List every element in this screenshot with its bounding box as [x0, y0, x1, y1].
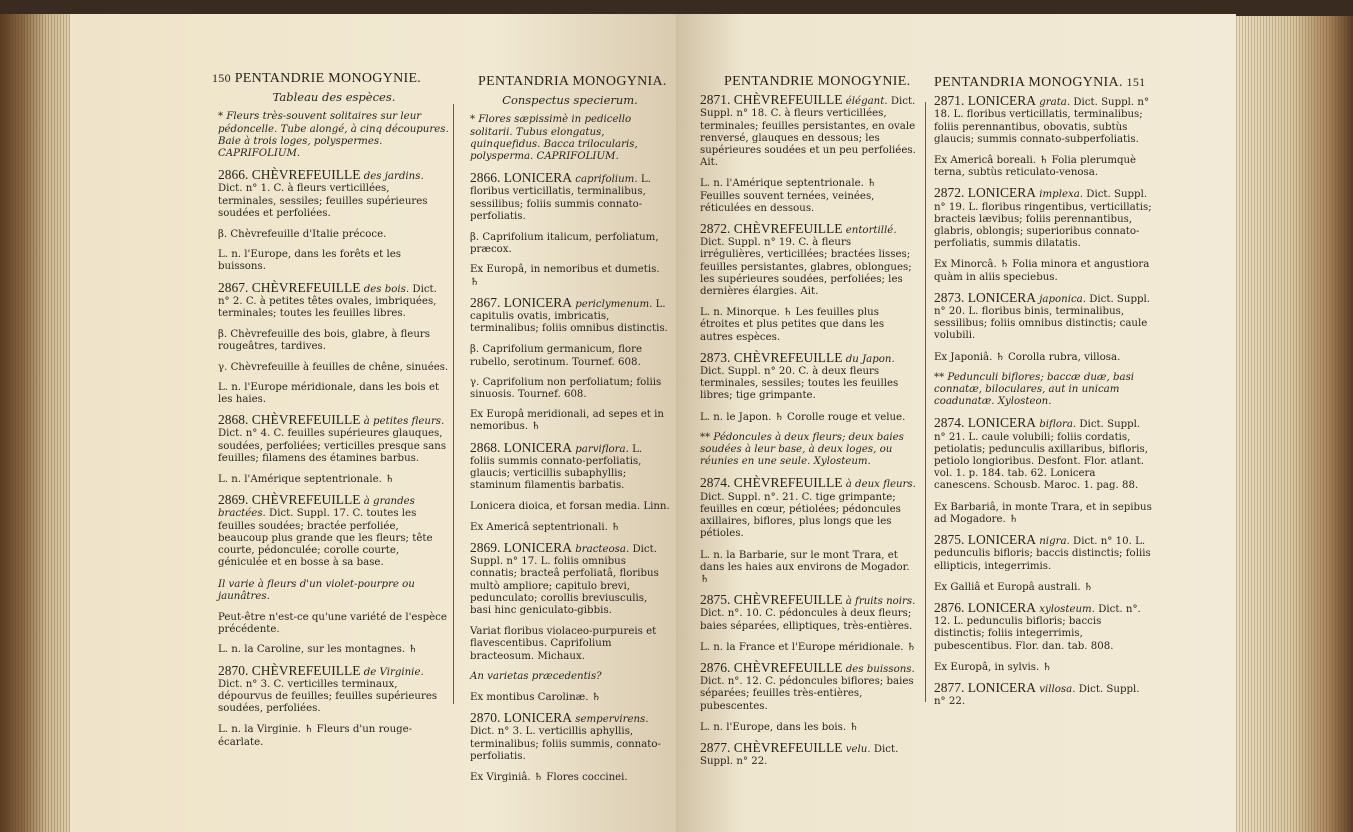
entries [700, 94, 918, 768]
species-description: Dict. Suppl. n° 20. L. floribus binis, terminalibus, sessilibus; foliis omnibus distinctis; caule volubili. [934, 293, 1151, 342]
species-description: Dict. n°. 12. C. pédoncules biflores; baies séparées; feuilles très-entières, pubescentes. [700, 676, 914, 712]
text-line: L. n. Minorque. ♄ Les feuilles plus étroites et plus petites que dans les autres espèces. [700, 307, 885, 343]
species-epithet: du Japon. [845, 353, 895, 365]
species-name: 2869. CHÈVREFEUILLE [218, 492, 361, 508]
species-description: L. floribus verticillatis, terminalibus, sessilibus; foliis summis connato-perfoliatis. [470, 174, 651, 222]
text-line: L. n. l'Europe, dans les bois. ♄ [700, 721, 859, 733]
text-line: L. n. l'Europe méridionale, dans les bois et les haies. [218, 381, 440, 406]
text-line: Ex montibus Carolinæ. ♄ [470, 691, 601, 703]
species-epithet: entortillé. [845, 225, 897, 237]
text-line: L. n. l'Amérique septentrionale. ♄ [218, 474, 395, 486]
species-name: 2869. LONICERA [470, 539, 572, 555]
species-epithet: à petites fleurs. [363, 416, 445, 428]
species-description: L. capitulis ovatis, imbricatis, terminalibus; foliis omnibus distinctis. [470, 298, 668, 335]
species-description: L. foliis summis connato-perfoliatis, glaucis; verticillis subaphyllis; staminum filamentis barbatis. [470, 443, 643, 492]
species-entry [470, 439, 670, 493]
text-line: L. n. la Caroline, sur les montagnes. ♄ [218, 644, 418, 656]
species-description: Dict. n°. 12. L. pedunculis bifloris; baccis distinctis; foliis integerrimis, pubescentibus. Flor. dan. tab. 808. [934, 603, 1141, 652]
species-entry [218, 169, 450, 220]
species-entry [934, 95, 1154, 146]
species-entry [700, 223, 918, 298]
species-name: 2875. CHÈVREFEUILLE [700, 592, 843, 608]
entries [218, 111, 450, 748]
species-description: Dict. Suppl. n° 22. [700, 743, 899, 768]
species-entry [934, 599, 1154, 653]
species-epithet: nigra. [1039, 536, 1070, 548]
section-note: ** Pedunculi biflores; baccæ duæ, basi connatæ, biloculares, aut in unicam coadunatæ. Xylosteon. [934, 371, 1135, 408]
species-entry [700, 594, 918, 633]
species-entry [934, 534, 1154, 573]
species-epithet: parviflora. [575, 443, 629, 455]
species-name: 2876. LONICERA [934, 599, 1036, 615]
species-epithet: caprifolium. [575, 174, 638, 186]
section-note: An varietas præcedentis? [470, 670, 602, 682]
text-line: Lonicera dioica, et forsan media. Linn. [470, 501, 670, 513]
species-name: 2870. CHÈVREFEUILLE [218, 662, 361, 678]
page-number: 151 [1126, 75, 1146, 89]
species-entry [700, 739, 918, 768]
column-divider [925, 102, 926, 702]
species-entry [934, 289, 1154, 343]
right-page-edges [1233, 16, 1353, 832]
text-line: Ex Americâ boreali. ♄ Folia plerumquè terna, subtùs reticulato-venosa. [934, 155, 1137, 179]
species-entry [218, 662, 450, 716]
species-description: Dict. n° 10. L. pedunculis bifloris; baccis distinctis; foliis ellipticis, integerrimis. [934, 536, 1151, 572]
text-line: Ex Minorcâ. ♄ Folia minora et angustiora quàm in aliis speciebus. [934, 259, 1150, 283]
species-entry [470, 712, 670, 763]
species-epithet: des bois. [363, 283, 410, 295]
section-note: * Flores sæpissimè in pedicello solitarii. Tubus elongatus, quinquefidus. Bacca trilocularis, polysperma. CAPRIFOLIUM. [470, 114, 638, 163]
species-entry [218, 494, 450, 569]
species-name: 2870. LONICERA [470, 710, 572, 726]
section-note: Il varie à fleurs d'un violet-pourpre ou jaunâtres. [218, 578, 415, 602]
species-name: 2866. LONICERA [470, 170, 572, 186]
species-name: 2867. CHÈVREFEUILLE [218, 279, 361, 295]
entries [934, 95, 1154, 708]
species-description: Dict. n° 3. C. verticilles terminaux, dépourvus de feuilles; feuilles supérieures soudées, perfoliées. [218, 678, 438, 715]
species-description: Dict. Suppl. n°. 21. C. tige grimpante; feuilles en cœur, pétiolées; pédoncules axillaires, biflores, plus longs que les pétioles. [700, 491, 901, 540]
species-entry [470, 294, 670, 336]
species-description: Dict. n°. 10. C. pédoncules à deux fleurs; baies séparées, elliptiques, très-entières. [700, 608, 913, 632]
text-line: L. n. la Barbarie, sur le mont Trara, et dans les haies aux environs de Mogador. ♄ [700, 549, 910, 585]
species-epithet: bracteosa. [575, 543, 630, 555]
text-line: L. n. la France et l'Europe méridionale. ♄ [700, 641, 916, 653]
species-description: Dict. Suppl. 17. C. toutes les feuilles soudées; bractée perfoliée, beaucoup plus grande que les fleurs; tête courte, pédonculée; corolle courte, géniculée et en bosse à sa base. [218, 508, 433, 569]
species-epithet: sempervirens. [575, 714, 649, 726]
text-line: Ex Europâ, in nemoribus et dumetis. ♄ [470, 264, 660, 288]
species-name: 2871. LONICERA [934, 93, 1036, 109]
species-entry [700, 349, 918, 403]
species-epithet: à grandes bractées. [218, 496, 415, 520]
species-epithet: velu. [845, 743, 871, 755]
species-entry [700, 659, 918, 713]
running-header [934, 76, 1154, 89]
species-description: Dict. n° 1. C. à fleurs verticillées, terminales, sessiles; feuilles supérieures soudées et perfoliées. [218, 183, 428, 219]
page-number: 150 [212, 71, 231, 85]
species-name: 2872. CHÈVREFEUILLE [700, 221, 843, 237]
species-description: Dict. Suppl. n° 21. L. caule volubili; foliis cordatis, petiolatis; pedunculis axillaribus, bifloris, petiolo longioribus. Desfont. Flor. atlant. vol. 1. p. 184. tab. 62. Lonicera canescens. Schousb. Maroc. 1. pag. 88. [934, 419, 1148, 492]
species-epithet: japonica. [1039, 293, 1086, 305]
species-name: 2877. LONICERA [934, 679, 1036, 695]
species-epithet: élégant. [845, 96, 888, 108]
species-epithet: villosa. [1039, 683, 1076, 695]
column-divider [453, 104, 454, 704]
species-description: Dict. Suppl. n° 19. L. floribus ringentibus, verticillatis; bracteis lævibus; foliis perennantibus, glabris, oblongis; superioribus connato-perfoliatis, summis dilatatis. [934, 189, 1152, 250]
species-name: 2871. CHÈVREFEUILLE [700, 92, 843, 108]
text-line: Ex Europâ, in sylvis. ♄ [934, 661, 1052, 673]
species-epithet: periclymenum. [575, 298, 653, 310]
right-page [676, 14, 1236, 832]
text-line: L. n. la Virginie. ♄ Fleurs d'un rouge-écarlate. [218, 724, 413, 748]
species-entry [700, 477, 918, 540]
text-line: Ex Virginiâ. ♄ Flores coccinei. [470, 771, 628, 783]
header-title: PENTANDRIA MONOGYNIA. [934, 75, 1123, 90]
species-entry [934, 187, 1154, 250]
text-line: Ex Barbariâ, in monte Trara, et in sepibus ad Mogadore. ♄ [934, 501, 1152, 525]
species-name: 2874. CHÈVREFEUILLE [700, 475, 843, 491]
section-subhead: Conspectus specierum. [502, 93, 638, 108]
species-name: 2868. CHÈVREFEUILLE [218, 412, 361, 428]
species-entry [934, 417, 1154, 492]
text-line: β. Chèvrefeuille des bois, glabre, à fleurs rougeâtres, tardives. [218, 329, 430, 353]
section-note: * Fleurs très-souvent solitaires sur leur pédoncelle. Tube alongé, à cinq découpures. Baie à trois loges, polyspermes. CAPRIFOLIUM. [218, 111, 449, 160]
left-page [70, 14, 676, 832]
species-epithet: xylosteum. [1039, 603, 1095, 615]
species-description: Dict. n° 4. C. feuilles supérieures glauques, soudées, perfoliées; verticilles presque sans feuilles; filamens des étamines barbus. [218, 428, 447, 464]
species-epithet: biflora. [1039, 419, 1077, 431]
species-name: 2868. LONICERA [470, 439, 572, 455]
text-line: L. n. l'Amérique septentrionale. ♄ Feuilles souvent ternées, veinées, réticulées en dessous. [700, 178, 877, 214]
running-header: PENTANDRIA MONOGYNIA. [478, 74, 667, 89]
species-description: Dict. Suppl. n° 22. [934, 683, 1140, 708]
species-description: Dict. Suppl. n° 20. C. à deux fleurs terminales, sessiles; toutes les feuilles libres; tige grimpante. [700, 366, 899, 402]
section-note: ** Pédoncules à deux fleurs; deux baies soudées à leur base, à deux loges, ou réunies en une seule. Xylosteum. [700, 431, 904, 468]
species-epithet: grata. [1039, 97, 1071, 109]
section-subhead: Tableau des espèces. [272, 90, 396, 105]
text-line: Ex Japoniâ. ♄ Corolla rubra, villosa. [934, 351, 1121, 363]
species-epithet: des jardins. [363, 171, 424, 183]
species-epithet: à fruits noirs. [845, 596, 916, 608]
right-page-latin-column [934, 76, 1154, 717]
header-title: PENTANDRIE MONOGYNIE. [234, 71, 422, 86]
species-description: Dict. Suppl. n° 17. L. foliis omnibus connatis; bracteâ perfoliatâ, floribus multò ampliore; capitulo brevi, pedunculato; corollis breviusculis, basi hinc geniculato-gibbis. [470, 543, 659, 616]
left-page-edges [0, 14, 78, 832]
species-name: 2875. LONICERA [934, 532, 1036, 548]
species-epithet: de Virginie. [363, 666, 424, 678]
species-epithet: à deux fleurs. [845, 479, 916, 491]
species-description: Dict. n° 2. C. à petites têtes ovales, imbriquées, terminales; toutes les feuilles libres. [218, 283, 437, 320]
running-header: PENTANDRIE MONOGYNIE. [724, 74, 911, 89]
text-line: Variat floribus violaceo-purpureis et flavescentibus. Caprifolium bracteosum. Michaux. [470, 626, 657, 662]
text-line: γ. Caprifolium non perfoliatum; foliis sinuosis. Tournef. 608. [470, 376, 662, 401]
species-name: 2873. CHÈVREFEUILLE [700, 349, 843, 365]
species-entry [470, 539, 670, 617]
species-description: Dict. Suppl. n° 18. C. à fleurs verticillées, terminales; feuilles persistantes, en ovale renversé, glauques en dessous; les supérieures soudées et un peu perfoliées. Ait. [700, 96, 916, 169]
species-name: 2866. CHÈVREFEUILLE [218, 167, 361, 183]
species-name: 2867. LONICERA [470, 294, 572, 310]
text-line: Peut-être n'est-ce qu'une variété de l'espèce précédente. [218, 611, 447, 636]
species-entry [218, 279, 450, 321]
text-line: Ex Europâ meridionali, ad sepes et in nemoribus. ♄ [470, 409, 664, 433]
species-description: Dict. Suppl. n° 18. L. floribus verticillatis, terminalibus; foliis perennantibus, obovatis, subtùs glaucis; summis connato-subperfoliatis. [934, 97, 1150, 145]
species-name: 2876. CHÈVREFEUILLE [700, 659, 843, 675]
text-line: β. Chèvrefeuille d'Italie précoce. [218, 229, 387, 241]
left-page-french-column [212, 71, 450, 757]
species-name: 2877. CHÈVREFEUILLE [700, 739, 843, 755]
species-entry [700, 94, 918, 169]
species-name: 2873. LONICERA [934, 289, 1036, 305]
text-line: Ex Galliâ et Europâ australi. ♄ [934, 581, 1093, 593]
species-entry [470, 172, 670, 223]
species-description: Dict. Suppl. n° 19. C. à fleurs irrégulières, verticillées; bractées lisses; feuilles persistantes, glabres, oblongues; les supérieures soudées, perfoliées; les dernières élargies. Ait. [700, 237, 912, 298]
species-name: 2872. LONICERA [934, 185, 1036, 201]
text-line: β. Caprifolium germanicum, flore rubello, serotinum. Tournef. 608. [470, 344, 642, 368]
species-description: Dict. n° 3. L. verticillis aphyllis, terminalibus; foliis summis, connato-perfoliatis. [470, 726, 661, 762]
text-line: β. Caprifolium italicum, perfoliatum, præcox. [470, 232, 659, 256]
left-page-latin-column [470, 76, 670, 792]
species-epithet: des buissons. [845, 663, 915, 675]
species-entry [934, 679, 1154, 708]
running-header [212, 72, 450, 85]
text-line: L. n. le Japon. ♄ Corolle rouge et velue. [700, 411, 906, 423]
right-page-french-column [700, 76, 918, 777]
species-name: 2874. LONICERA [934, 415, 1036, 431]
entries [470, 114, 670, 784]
text-line: Ex Americâ septentrionali. ♄ [470, 521, 621, 533]
text-line: L. n. l'Europe, dans les forêts et les buissons. [218, 249, 401, 273]
text-line: γ. Chèvrefeuille à feuilles de chêne, sinuées. [218, 361, 449, 373]
species-entry [218, 414, 450, 465]
species-epithet: implexa. [1039, 189, 1084, 201]
